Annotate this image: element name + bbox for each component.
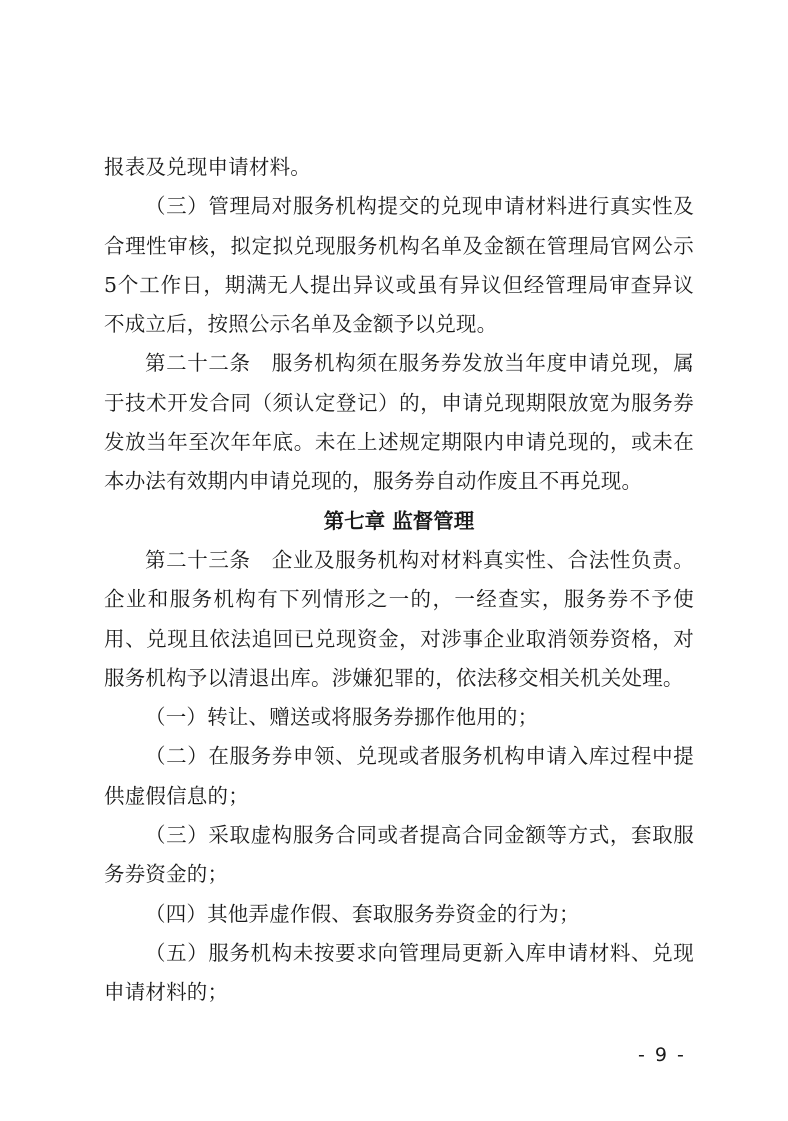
list-item-2: （二）在服务券申领、兑现或者服务机构申请入库过程中提供虚假信息的； (104, 744, 694, 808)
paragraph-item-3-review: （三）管理局对服务机构提交的兑现申请材料进行真实性及合理性审核，拟定拟兑现服务机构名单及金额在管理局官网公示5个工作日，期满无人提出异议或虽有异议但经管理局审查异议不成立后，按照公示名单及金额予以兑现。 (104, 194, 694, 337)
chapter-heading: 第七章 监督管理 (323, 508, 475, 533)
list-item-5: （五）服务机构未按要求向管理局更新入库申请材料、兑现申请材料的； (104, 940, 694, 1005)
document-body (104, 148, 694, 1013)
list-item-1: （一）转让、赠送或将服务券挪作他用的； (145, 705, 539, 730)
page-number: - 9 - (638, 1044, 686, 1066)
paragraph-article-22: 第二十二条 服务机构须在服务券发放当年度申请兑现，属于技术开发合同（须认定登记）的，申请兑现期限放宽为服务券发放当年至次年年底。未在上述规定期限内申请兑现的，或未在本办法有效期内申请兑现的，服务券自动作废且不再兑现。 (104, 351, 694, 494)
list-item-4: （四）其他弄虚作假、套取服务券资金的行为； (145, 901, 580, 926)
list-item-3: （三）采取虚构服务合同或者提高合同金额等方式，套取服务券资金的； (104, 823, 694, 887)
paragraph-article-23: 第二十三条 企业及服务机构对材料真实性、合法性负责。企业和服务机构有下列情形之一的，一经查实，服务券不予使用、兑现且依法追回已兑现资金，对涉事企业取消领券资格，对服务机构予以清退出库。涉嫌犯罪的，依法移交相关机关处理。 (104, 547, 694, 690)
paragraph-report-materials: 报表及兑现申请材料。 (104, 155, 311, 179)
